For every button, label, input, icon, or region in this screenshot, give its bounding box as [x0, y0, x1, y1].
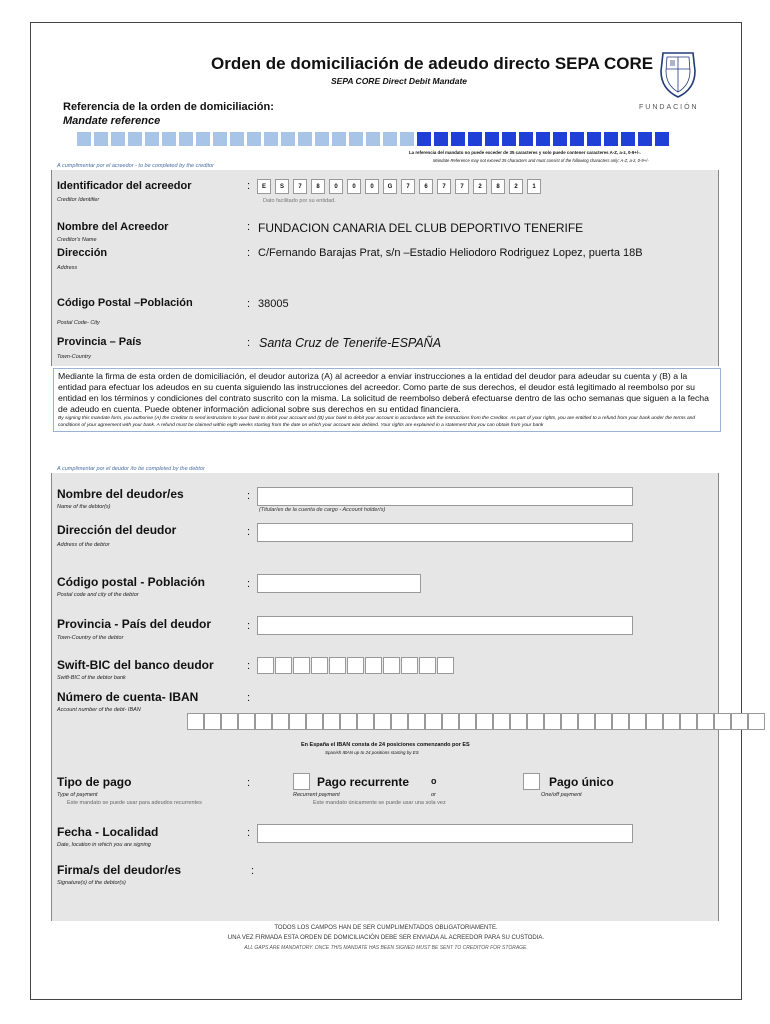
iban-char-box[interactable] — [323, 713, 340, 730]
swift-char-box[interactable] — [437, 657, 454, 674]
mandate-reference-box[interactable] — [502, 132, 516, 146]
iban-char-box[interactable] — [442, 713, 459, 730]
iban-char-box[interactable] — [578, 713, 595, 730]
single-description: Este mandato únicamente se puede usar una sola vez — [313, 800, 446, 806]
creditor-identifier-char: 0 — [347, 179, 361, 194]
mandate-reference-box[interactable] — [332, 132, 346, 146]
creditor-province-value: Santa Cruz de Tenerife-ESPAÑA — [259, 336, 442, 350]
swift-char-box[interactable] — [383, 657, 400, 674]
mandate-reference-box[interactable] — [145, 132, 159, 146]
creditor-address-label-en: Address — [57, 265, 78, 271]
iban-char-box[interactable] — [697, 713, 714, 730]
iban-char-box[interactable] — [187, 713, 204, 730]
swift-char-box[interactable] — [275, 657, 292, 674]
debtor-province-label: Provincia - País del deudor — [57, 617, 212, 631]
iban-char-box[interactable] — [646, 713, 663, 730]
mandate-reference-box[interactable] — [315, 132, 329, 146]
iban-char-box[interactable] — [425, 713, 442, 730]
creditor-identifier-label-en: Creditor Identifier — [57, 197, 100, 203]
colon: : — [247, 578, 251, 590]
swift-char-box[interactable] — [257, 657, 274, 674]
mandate-reference-box[interactable] — [162, 132, 176, 146]
iban-char-box[interactable] — [731, 713, 748, 730]
creditor-identifier-chars — [257, 179, 541, 194]
creditor-section-note: A cumplimentar por el acreedor - to be completed by the creditor — [57, 163, 214, 169]
form-subtitle: SEPA CORE Direct Debit Mandate — [331, 76, 468, 86]
creditor-name-label-en: Creditor's Name — [57, 237, 97, 243]
iban-note-en: Spanish IBAN up to 24 positions starting by ES — [325, 750, 419, 755]
creditor-identifier-char: 7 — [437, 179, 451, 194]
mandate-reference-box[interactable] — [621, 132, 635, 146]
iban-char-box[interactable] — [459, 713, 476, 730]
debtor-postal-input[interactable] — [257, 574, 421, 593]
swift-char-box[interactable] — [293, 657, 310, 674]
mandate-reference-box[interactable] — [536, 132, 550, 146]
footer-line-1: TODOS LOS CAMPOS HAN DE SER CUMPLIMENTADOS OBLIGATORIAMENTE. — [274, 925, 498, 931]
creditor-postal-label-en: Postal Code- City — [57, 320, 100, 326]
debtor-name-input[interactable] — [257, 487, 633, 506]
footer-line-2: UNA VEZ FIRMADA ESTA ORDEN DE DOMICILIACIÓN DEBE SER ENVIADA AL ACREEDOR PARA SU CUSTODIA. — [227, 935, 545, 941]
signature-label: Firma/s del deudor/es — [57, 863, 182, 877]
iban-char-box[interactable] — [255, 713, 272, 730]
iban-char-box[interactable] — [408, 713, 425, 730]
debtor-address-input[interactable] — [257, 523, 633, 542]
recurrent-description: Este mandato se puede usar para adeudos recurrentes — [67, 800, 202, 806]
creditor-postal-label: Código Postal –Población — [57, 297, 193, 309]
colon: : — [247, 298, 251, 310]
iban-char-box[interactable] — [561, 713, 578, 730]
mandate-reference-box[interactable] — [179, 132, 193, 146]
foundation-shield-logo — [655, 49, 701, 99]
mandate-reference-box[interactable] — [519, 132, 533, 146]
creditor-identifier-char: 0 — [365, 179, 379, 194]
mandate-reference-box[interactable] — [655, 132, 669, 146]
swift-char-box[interactable] — [329, 657, 346, 674]
mandate-reference-box[interactable] — [298, 132, 312, 146]
debtor-swift-input[interactable] — [257, 657, 455, 674]
debtor-iban-label-en: Account number of the debt- IBAN — [57, 707, 141, 713]
mandate-reference-box[interactable] — [553, 132, 567, 146]
iban-char-box[interactable] — [306, 713, 323, 730]
logo-caption: FUNDACIÓN — [639, 104, 699, 111]
iban-char-box[interactable] — [391, 713, 408, 730]
mandate-reference-box[interactable] — [128, 132, 142, 146]
mandate-reference-box[interactable] — [485, 132, 499, 146]
iban-note: En España el IBAN consta de 24 posiciones comenzando por ES — [301, 742, 470, 748]
creditor-identifier-char: 2 — [509, 179, 523, 194]
iban-char-box[interactable] — [748, 713, 765, 730]
debtor-swift-label: Swift-BIC del banco deudor — [57, 658, 214, 672]
iban-char-box[interactable] — [629, 713, 646, 730]
debtor-province-input[interactable] — [257, 616, 633, 635]
mandate-reference-box[interactable] — [604, 132, 618, 146]
legal-terms-es: Mediante la firma de esta orden de domiciliación, el deudor autoriza (A) al acreedor a enviar instrucciones a la entidad del deudor para adeudar su cuenta y (B) a la entidad para efectuar los adeudos en su cuenta siguiendo las instrucciones del acreedor. Como parte de sus derechos, el deudor está legitimado al reembolso por su entidad en los términos y condiciones del contrato suscrito con la misma. La solicitud de reembolso deberá efectuarse dentro de las ocho semanas que siguen a la fecha de adeudo en cuenta. Puede obtener información adicional sobre sus derechos en su entidad financiera. — [58, 371, 709, 414]
iban-char-box[interactable] — [374, 713, 391, 730]
mandate-reference-note: La referencia del mandato no puede exceder de 35 caracteres y solo puede contener caracteres A-Z, a-z, 0-9+/-. — [409, 150, 641, 155]
mandate-reference-box[interactable] — [77, 132, 91, 146]
iban-char-box[interactable] — [714, 713, 731, 730]
mandate-reference-box[interactable] — [264, 132, 278, 146]
colon: : — [247, 490, 251, 502]
iban-char-box[interactable] — [680, 713, 697, 730]
swift-char-box[interactable] — [419, 657, 436, 674]
iban-char-box[interactable] — [510, 713, 527, 730]
signature-label-en: Signature(s) of the debtor(s) — [57, 880, 126, 886]
date-location-input[interactable] — [257, 824, 633, 843]
date-location-label-en: Date, location in which you are signing — [57, 842, 151, 848]
mandate-reference-note-en: Mandate Reference may not exceed 35 characters and must consist of the following characters only: A-Z, a-z, 0-9+/- — [433, 158, 649, 163]
mandate-reference-box[interactable] — [366, 132, 380, 146]
colon: : — [247, 526, 251, 538]
mandate-reference-boxes[interactable] — [77, 132, 669, 146]
colon: : — [247, 620, 251, 632]
mandate-reference-box[interactable] — [281, 132, 295, 146]
debtor-address-label: Dirección del deudor — [57, 523, 177, 537]
legal-terms-box — [53, 368, 721, 432]
creditor-identifier-char: E — [257, 179, 271, 194]
mandate-reference-box[interactable] — [451, 132, 465, 146]
debtor-iban-input[interactable] — [187, 713, 765, 730]
colon: : — [247, 692, 251, 704]
mandate-reference-box[interactable] — [383, 132, 397, 146]
debtor-address-label-en: Address of the debtor — [57, 542, 110, 548]
or-label: o — [431, 776, 437, 786]
creditor-identifier-char: 8 — [491, 179, 505, 194]
iban-char-box[interactable] — [527, 713, 544, 730]
iban-char-box[interactable] — [663, 713, 680, 730]
mandate-reference-box[interactable] — [196, 132, 210, 146]
swift-char-box[interactable] — [401, 657, 418, 674]
mandate-reference-box[interactable] — [230, 132, 244, 146]
legal-terms-en: By signing this mandate form, you authorise (A) the Creditor to send instructions to your bank to debit your account and (B) your bank to debit your account in accordance with the instructions from the Creditor. As part of your rights, you are entitled to a refund from your bank under the terms and conditions of your agreement with your bank. A refund must be claimed within eigth weeks starting from the date on which your account was debited. Your rights are explained in a statement that you can obtain from your bank — [58, 416, 696, 428]
creditor-identifier-char: 7 — [455, 179, 469, 194]
creditor-identifier-char: 0 — [329, 179, 343, 194]
debtor-section-note: A cumplimentar por el deudor /to be completed by the debtor — [57, 466, 205, 472]
signature-area[interactable] — [257, 863, 637, 913]
mandate-reference-box[interactable] — [400, 132, 414, 146]
iban-char-box[interactable] — [340, 713, 357, 730]
iban-char-box[interactable] — [221, 713, 238, 730]
colon: : — [247, 337, 251, 349]
mandate-reference-box[interactable] — [111, 132, 125, 146]
debtor-province-label-en: Town-Country of the debtor — [57, 635, 124, 641]
creditor-name-value: FUNDACION CANARIA DEL CLUB DEPORTIVO TENERIFE — [258, 221, 584, 235]
swift-char-box[interactable] — [365, 657, 382, 674]
or-label-en: or — [431, 792, 436, 798]
colon: : — [247, 221, 251, 233]
colon: : — [247, 247, 251, 259]
footer-line-3: ALL GAPS ARE MANDATORY. ONCE THIS MANDATE HAS BEEN SIGNED MUST BE SENT TO CREDITOR FOR STORAGE. — [244, 945, 528, 951]
creditor-identifier-char: G — [383, 179, 397, 194]
creditor-identifier-char: 8 — [311, 179, 325, 194]
debtor-name-label-en: Name of the debtor(s) — [57, 504, 111, 510]
mandate-reference-box[interactable] — [94, 132, 108, 146]
creditor-province-label: Provincia – País — [57, 336, 142, 348]
creditor-province-label-en: Town-Country — [57, 354, 92, 360]
mandate-reference-box[interactable] — [213, 132, 227, 146]
recurrent-payment-checkbox[interactable] — [293, 773, 310, 790]
colon: : — [247, 827, 251, 839]
debtor-name-hint: (Titular/es de la cuenta de cargo - Account holder/s) — [259, 507, 386, 513]
date-location-label: Fecha - Localidad — [57, 825, 159, 839]
mandate-reference-box[interactable] — [638, 132, 652, 146]
recurrent-payment-label: Pago recurrente — [317, 775, 410, 789]
payment-type-label: Tipo de pago — [57, 775, 132, 789]
debtor-postal-label: Código postal - Población — [57, 575, 205, 589]
creditor-name-label: Nombre del Acreedor — [57, 221, 169, 233]
mandate-reference-box[interactable] — [570, 132, 584, 146]
mandate-form-page — [30, 22, 742, 1000]
mandate-reference-box[interactable] — [247, 132, 261, 146]
debtor-iban-label: Número de cuenta- IBAN — [57, 690, 199, 704]
mandate-reference-box[interactable] — [468, 132, 482, 146]
mandate-reference-label: Referencia de la orden de domiciliación: — [63, 101, 274, 113]
swift-char-box[interactable] — [347, 657, 364, 674]
colon: : — [247, 660, 251, 672]
mandate-reference-box[interactable] — [434, 132, 448, 146]
mandate-reference-label-en: Mandate reference — [63, 115, 161, 127]
iban-char-box[interactable] — [544, 713, 561, 730]
creditor-identifier-char: 7 — [401, 179, 415, 194]
mandate-reference-box[interactable] — [587, 132, 601, 146]
recurrent-payment-label-en: Recurrent payment — [293, 792, 340, 798]
creditor-postal-value: 38005 — [258, 298, 289, 310]
creditor-identifier-char: 1 — [527, 179, 541, 194]
swift-char-box[interactable] — [311, 657, 328, 674]
creditor-identifier-hint: Dato facilitado por su entidad. — [263, 198, 336, 204]
creditor-identifier-char: 7 — [293, 179, 307, 194]
creditor-address-value: C/Fernando Barajas Prat, s/n –Estadio Heliodoro Rodriguez Lopez, puerta 18B — [258, 247, 643, 259]
colon: : — [251, 865, 255, 877]
creditor-identifier-char: S — [275, 179, 289, 194]
iban-char-box[interactable] — [476, 713, 493, 730]
mandate-reference-box[interactable] — [417, 132, 431, 146]
payment-type-label-en: Type of payment — [57, 792, 98, 798]
creditor-address-label: Dirección — [57, 247, 108, 259]
single-payment-label-en: One/off payment — [541, 792, 582, 798]
iban-char-box[interactable] — [272, 713, 289, 730]
colon: : — [247, 777, 251, 789]
form-title: Orden de domiciliación de adeudo directo SEPA CORE — [211, 54, 654, 73]
creditor-identifier-label: Identificador del acreedor — [57, 180, 192, 192]
single-payment-checkbox[interactable] — [523, 773, 540, 790]
iban-char-box[interactable] — [357, 713, 374, 730]
mandate-reference-box[interactable] — [349, 132, 363, 146]
iban-char-box[interactable] — [612, 713, 629, 730]
debtor-swift-label-en: Swift-BIC of the debtor bank — [57, 675, 126, 681]
iban-char-box[interactable] — [204, 713, 221, 730]
creditor-identifier-char: 6 — [419, 179, 433, 194]
debtor-name-label: Nombre del deudor/es — [57, 487, 184, 501]
iban-char-box[interactable] — [289, 713, 306, 730]
iban-char-box[interactable] — [595, 713, 612, 730]
creditor-identifier-char: 2 — [473, 179, 487, 194]
single-payment-label: Pago único — [549, 775, 614, 789]
iban-char-box[interactable] — [493, 713, 510, 730]
debtor-postal-label-en: Postal code and city of the debtor — [57, 592, 139, 598]
colon: : — [247, 180, 251, 192]
iban-char-box[interactable] — [238, 713, 255, 730]
